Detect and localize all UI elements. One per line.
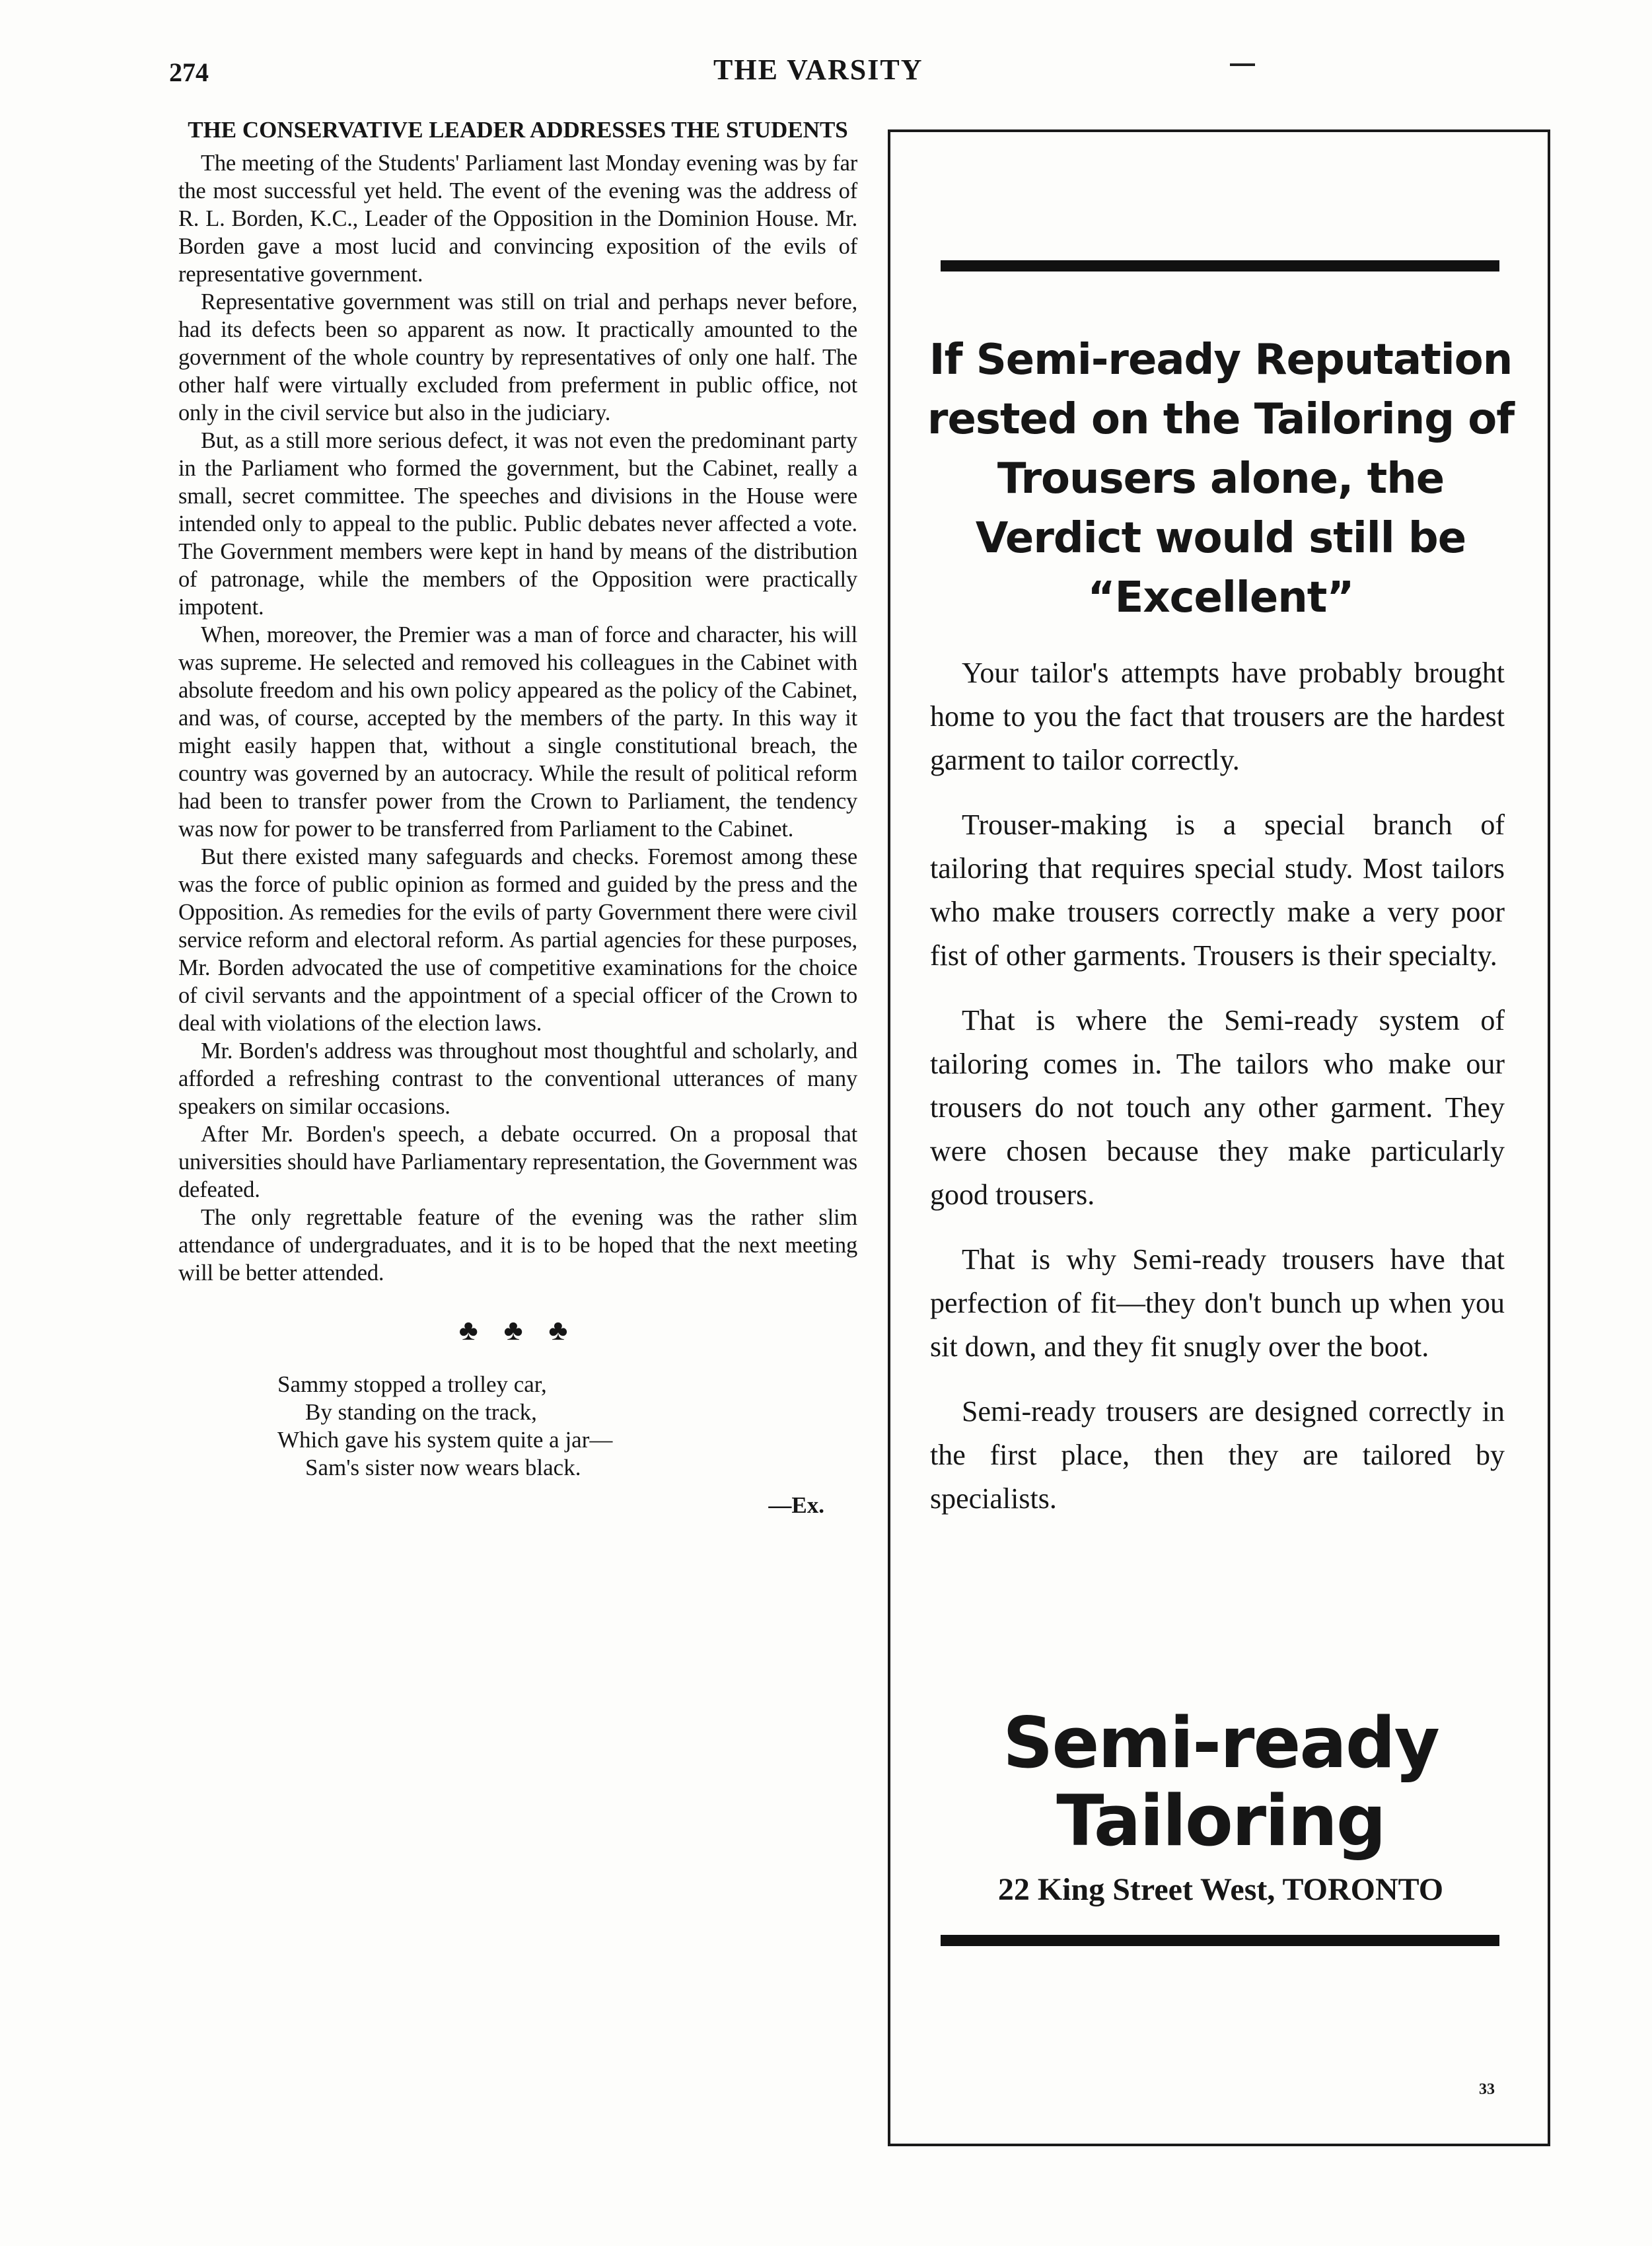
ad-rule-top: [941, 260, 1499, 272]
advertisement-box: [888, 129, 1550, 2146]
ad-paragraph: That is why Semi-ready trousers have that perfection of fit—they don't bunch up when you sit down, and they fit snugly over the boot.: [930, 1243, 1505, 1363]
poem-credit: —Ex.: [768, 1492, 824, 1518]
poem-line: Sam's sister now wears black.: [305, 1455, 581, 1480]
poem-line: By standing on the track,: [305, 1399, 537, 1425]
article-paragraph: Mr. Borden's address was throughout most thoughtful and scholarly, and afforded a refreshing contrast to the conventional utterances of many speakers on similar occasions.: [178, 1038, 857, 1119]
article-paragraph: Representative government was still on trial and perhaps never before, had its defects been so apparent as now. It practically amounted to the government of the whole country by representatives of only one half. The other half were virtually excluded from preferment in public office, not only in the civil service but also in the judiciary.: [178, 289, 857, 425]
ad-body: [930, 651, 1505, 1542]
ad-paragraph: Trouser-making is a special branch of tailoring that requires special study. Most tailors who make trousers correctly make a very poor fist of other garments. Trousers is their specialty.: [930, 809, 1505, 972]
article-paragraph: But there existed many safeguards and checks. Foremost among these was the force of public opinion as formed and guided by the press and the Opposition. As remedies for the evils of party Government there were civil service reform and electoral reform. As partial agencies for these purposes, Mr. Borden advocated the use of competitive examinations for the choice of civil servants and the appointment of a special officer of the Crown to deal with violations of the election laws.: [178, 844, 857, 1036]
article-paragraph: The only regrettable feature of the evening was the rather slim attendance of undergraduates, and it is to be hoped that the next meeting will be better attended.: [178, 1205, 857, 1286]
ad-headline: If Semi-ready Reputation rested on the Tailoring of Trousers alone, the Verdict would still be “Excellent”: [927, 336, 1515, 622]
header-dash: [1230, 63, 1255, 66]
brand-logo: [890, 1704, 1551, 1860]
poem-line: Which gave his system quite a jar—: [277, 1427, 613, 1453]
article-paragraph: After Mr. Borden's speech, a debate occurred. On a proposal that universities should have Parliamentary representation, the Government was defeated.: [178, 1122, 857, 1202]
article-title: THE CONSERVATIVE LEADER ADDRESSES THE STUDENTS: [188, 117, 848, 143]
ad-address: 22 King Street West, TORONTO: [997, 1872, 1444, 1907]
article-paragraph: But, as a still more serious defect, it was not even the predominant party in the Parliament who formed the government, but the Cabinet, really a small, secret committee. The speeches and divisions in the House were intended only to appeal to the public. Public debates never affected a vote. The Government members were kept in hand by means of the distribution of patronage, while the members of the Opposition were practically impotent.: [178, 428, 857, 620]
ad-paragraph: Your tailor's attempts have probably brought home to you the fact that trousers are the hardest garment to tailor correctly.: [930, 657, 1505, 776]
poem-line: Sammy stopped a trolley car,: [277, 1371, 547, 1397]
masthead: THE VARSITY: [713, 54, 923, 86]
ad-paragraph: Semi-ready trousers are designed correctly in the first place, then they are tailored by specialists.: [930, 1395, 1505, 1515]
page-number: 274: [169, 57, 209, 87]
brand-line-1: Semi-ready: [1003, 1702, 1439, 1784]
ad-paragraph: That is where the Semi-ready system of tailoring comes in. The tailors who make our trousers do not touch any other garment. They were chosen because they make particularly good trousers.: [930, 1004, 1505, 1211]
poem: [277, 1371, 857, 1482]
ad-rule-bottom: [941, 1935, 1499, 1946]
article-column: [178, 116, 857, 1519]
brand-line-2: Tailoring: [1056, 1780, 1385, 1862]
ad-code: 33: [1479, 2081, 1495, 2098]
section-ornament: ♣ ♣ ♣: [458, 1314, 577, 1346]
article-paragraph: The meeting of the Students' Parliament last Monday evening was by far the most successful yet held. The event of the evening was the address of R. L. Borden, K.C., Leader of the Opposition in the Dominion House. Mr. Borden gave a most lucid and convincing exposition of the evils of representative government.: [178, 151, 857, 287]
article-paragraph: When, moreover, the Premier was a man of force and character, his will was supreme. He selected and removed his colleagues in the Cabinet with absolute freedom and his own policy appeared as the policy of the Cabinet, and was, of course, accepted by the members of the party. In this way it might easily happen that, without a single constitutional breach, the country was governed by an autocracy. While the result of political reform had been to transfer power from the Crown to Parliament, the tendency was now for power to be transferred from Parliament to the Cabinet.: [178, 622, 857, 842]
